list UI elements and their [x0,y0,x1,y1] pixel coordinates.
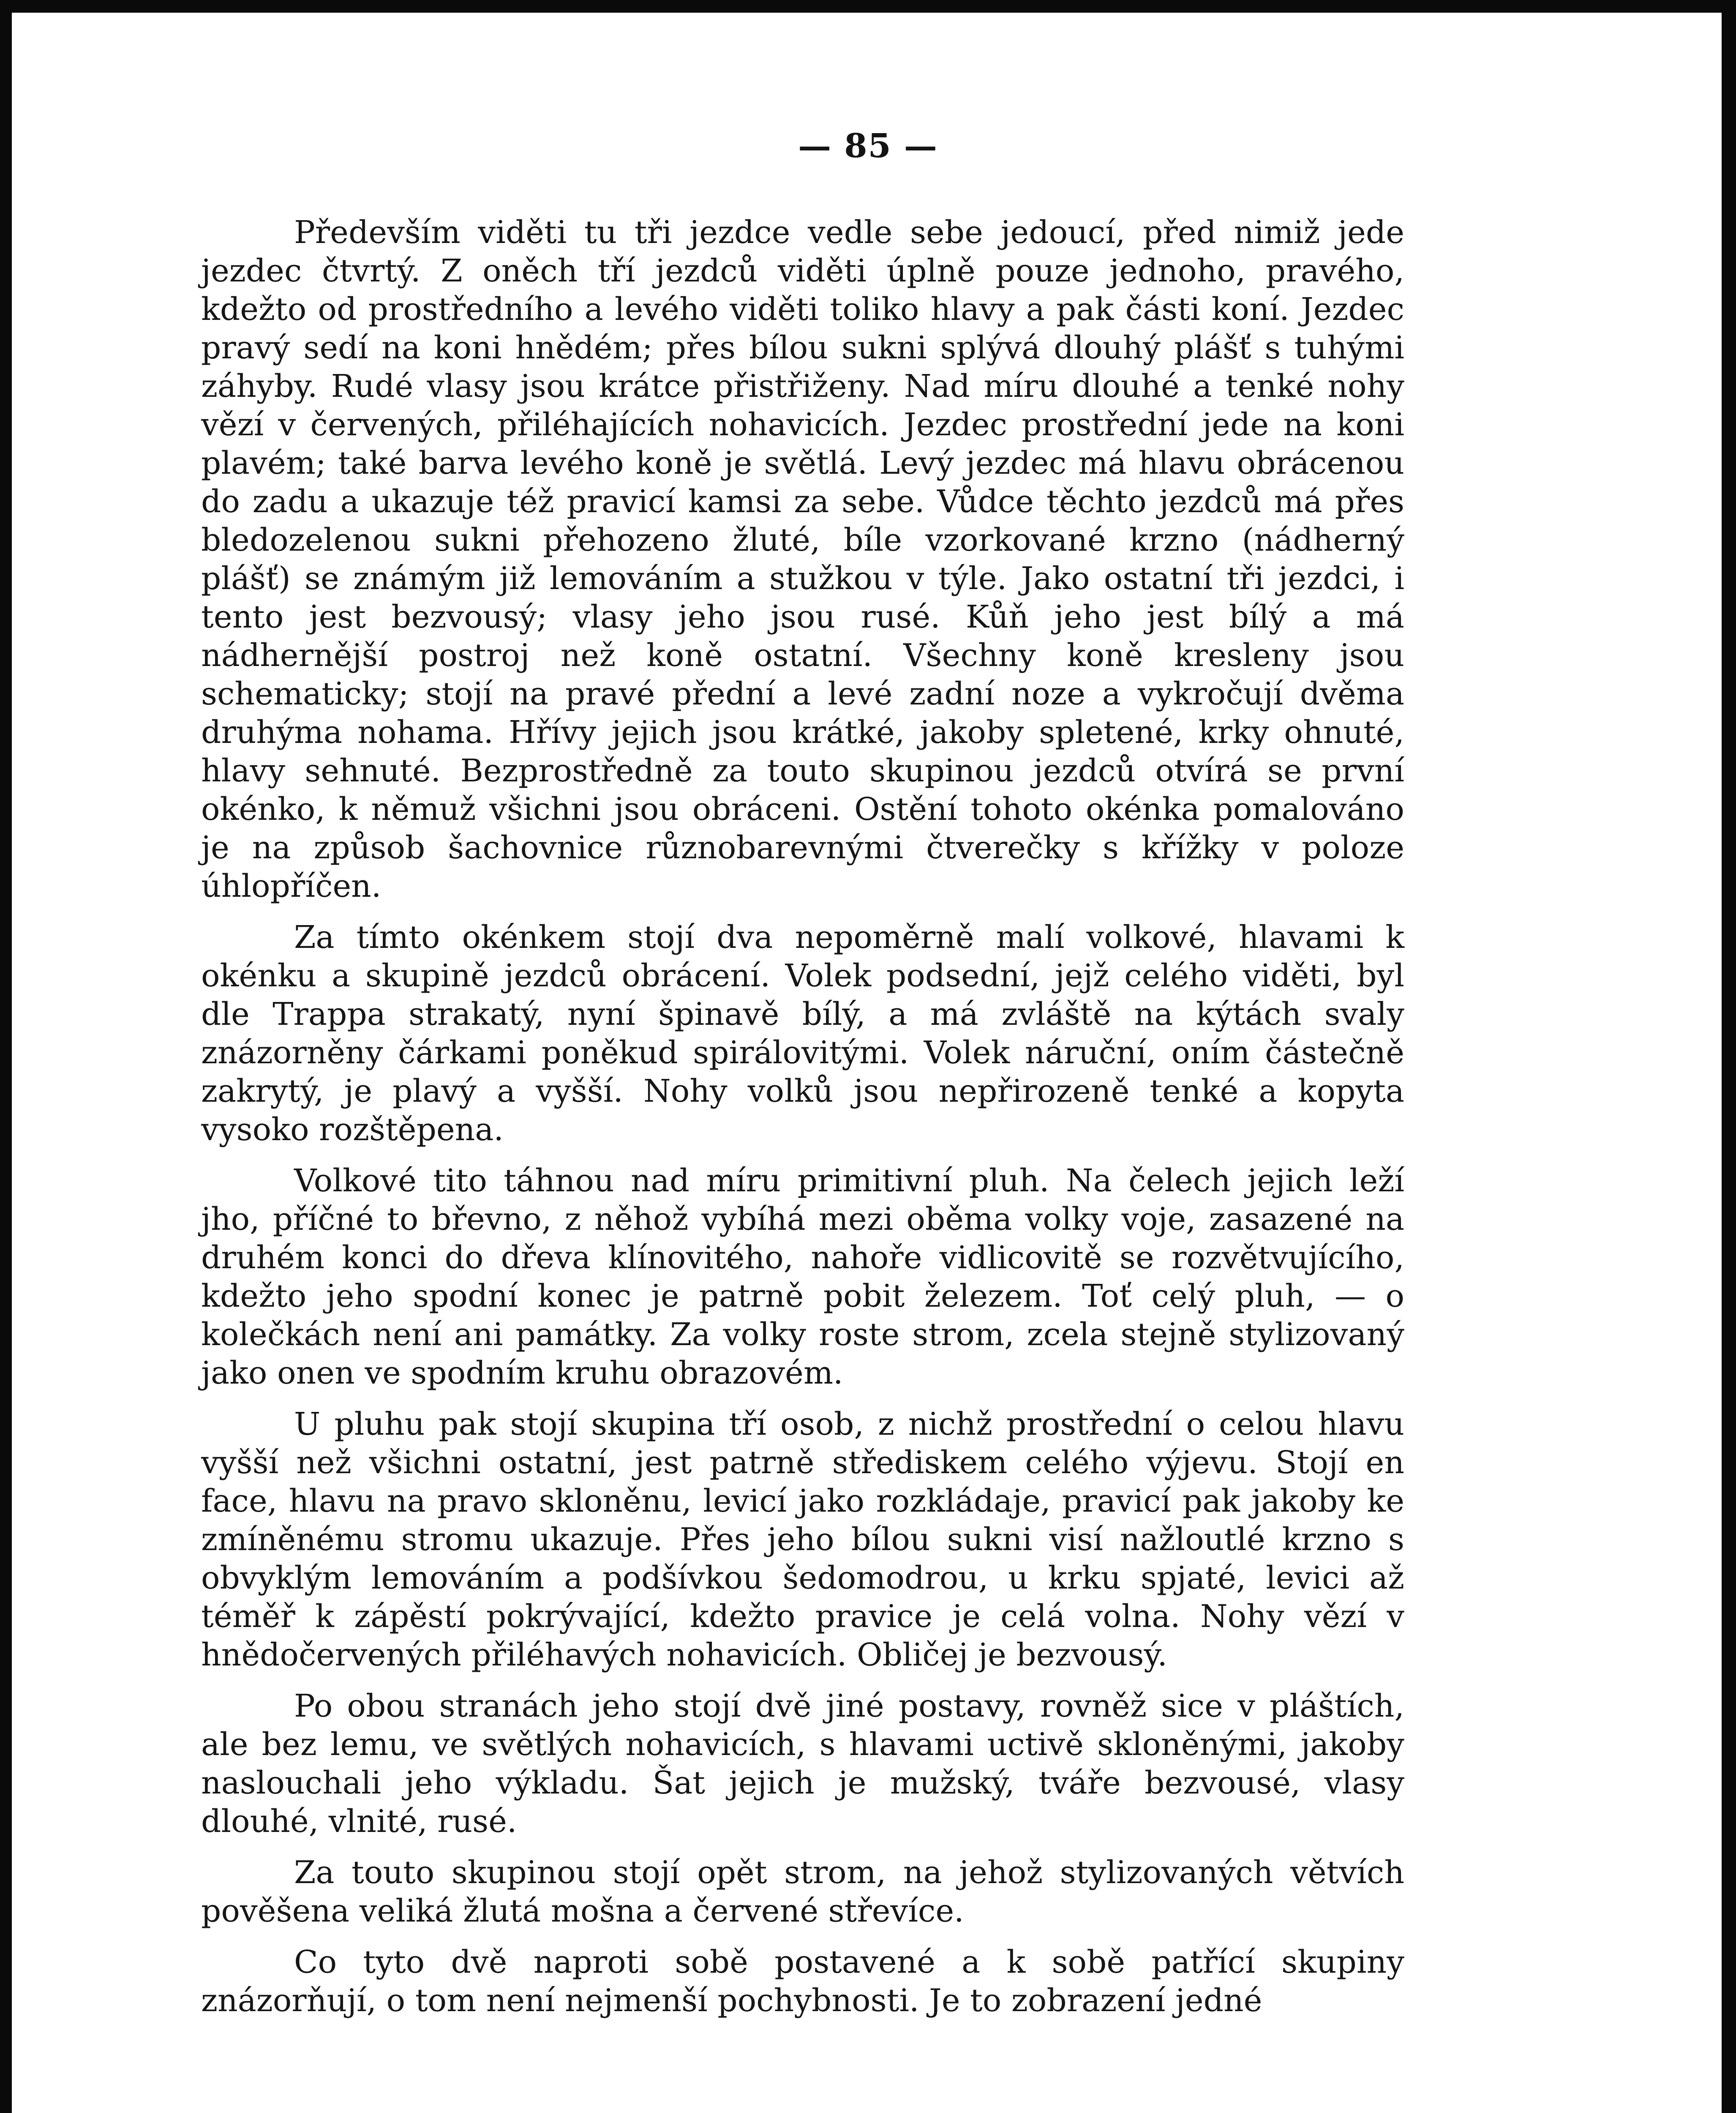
paragraph-side-figures: Po obou stranách jeho stojí dvě jiné postavy, rovněž sice v pláštích, ale bez lemu, ve světlých nohavicích, s hlavami uctivě skloněnými, jakoby naslouchali jeho výkladu. Šat jejich je mužský, tváře bezvousé, vlasy dlouhé, vlnité, rusé. [201,1688,1404,1840]
paragraph-oxen: Za tímto okénkem stojí dva nepoměrně malí volkové, hlavami k okénku a skupině jezdců obrácení. Volek podsední, jejž celého viděti, byl dle Trappa strakatý, nyní špinavě bílý, a má zvláště na kýtách svaly znázorněny čárkami poněkud spirálovitými. Volek náruční, oním částečně zakrytý, je plavý a vyšší. Nohy volků jsou nepřirozeně tenké a kopyta vysoko rozštěpena. [201,919,1404,1148]
paragraph-interpretation: Co tyto dvě naproti sobě postavené a k sobě patřící skupiny znázorňují, o tom není nejmenší pochybnosti. Je to zobrazení jedné [201,1944,1404,2019]
page-number: — 85 — [798,127,938,165]
paragraph-horsemen: Především viděti tu tři jezdce vedle sebe jedoucí, před nimiž jede jezdec čtvrtý. Z oněch tří jezdců viděti úplně pouze jednoho, pravého, kdežto od prostředního a levého viděti toliko hlavy a pak části koní. Jezdec pravý sedí na koni hnědém; přes bílou sukni splývá dlouhý plášť s tuhými záhyby. Rudé vlasy jsou krátce přistřiženy. Nad míru dlouhé a tenké nohy vězí v červených, přiléhajících nohavicích. Jezdec prostřední jede na koni plavém; také barva levého koně je světlá. Levý jezdec má hlavu obrácenou do zadu a ukazuje též pravicí kamsi za sebe. Vůdce těchto jezdců má přes bledozelenou sukni přehozeno žluté, bíle vzorkované krzno (nádherný plášť) se známým již lemováním a stužkou v týle. Jako ostatní tři jezdci, i tento jest bezvousý; vlasy jeho jsou rusé. Kůň jeho jest bílý a má nádhernější postroj než koně ostatní. Všechny koně kresleny jsou schematicky; stojí na pravé přední a levé zadní noze a vykročují dvěma druhýma nohama. Hřívy jejich jsou krátké, jakoby spletené, krky ohnuté, hlavy sehnuté. Bezprostředně za touto skupinou jezdců otvírá se první okénko, k němuž všichni jsou obráceni. Ostění tohoto okénka pomalováno je na způsob šachovnice různobarevnými čtverečky s křížky v poloze úhlopříčen. [201,214,1404,904]
text-body [201,213,1404,2033]
paragraph-plough: Volkové tito táhnou nad míru primitivní pluh. Na čelech jejich leží jho, příčné to břevno, z něhož vybíhá mezi oběma volky voje, zasazené na druhém konci do dřeva klínovitého, nahoře vidlicovitě se rozvětvujícího, kdežto jeho spodní konec je patrně pobit železem. Toť celý pluh, — o kolečkách není ani památky. Za volky roste strom, zcela stejně stylizovaný jako onen ve spodním kruhu obrazovém. [201,1163,1404,1391]
scan-border-left [0,0,12,2113]
paragraph-tree: Za touto skupinou stojí opět strom, na jehož stylizovaných větvích pověšena veliká žlutá mošna a červené střevíce. [201,1854,1404,1929]
scan-border-right [1722,0,1736,2113]
paragraph-central-figure: U pluhu pak stojí skupina tří osob, z nichž prostřední o celou hlavu vyšší než všichni ostatní, jest patrně střediskem celého výjevu. Stojí en face, hlavu na pravo skloněnu, levicí jako rozkládaje, pravicí pak jakoby ke zmíněnému stromu ukazuje. Přes jeho bílou sukni visí nažloutlé krzno s obvyklým lemováním a podšívkou šedomodrou, u krku spjaté, levici až téměř k zápěstí pokrývající, kdežto pravice je celá volna. Nohy vězí v hnědočervených přiléhavých nohavicích. Obličej je bezvousý. [201,1406,1404,1673]
scan-border-top [0,0,1736,13]
